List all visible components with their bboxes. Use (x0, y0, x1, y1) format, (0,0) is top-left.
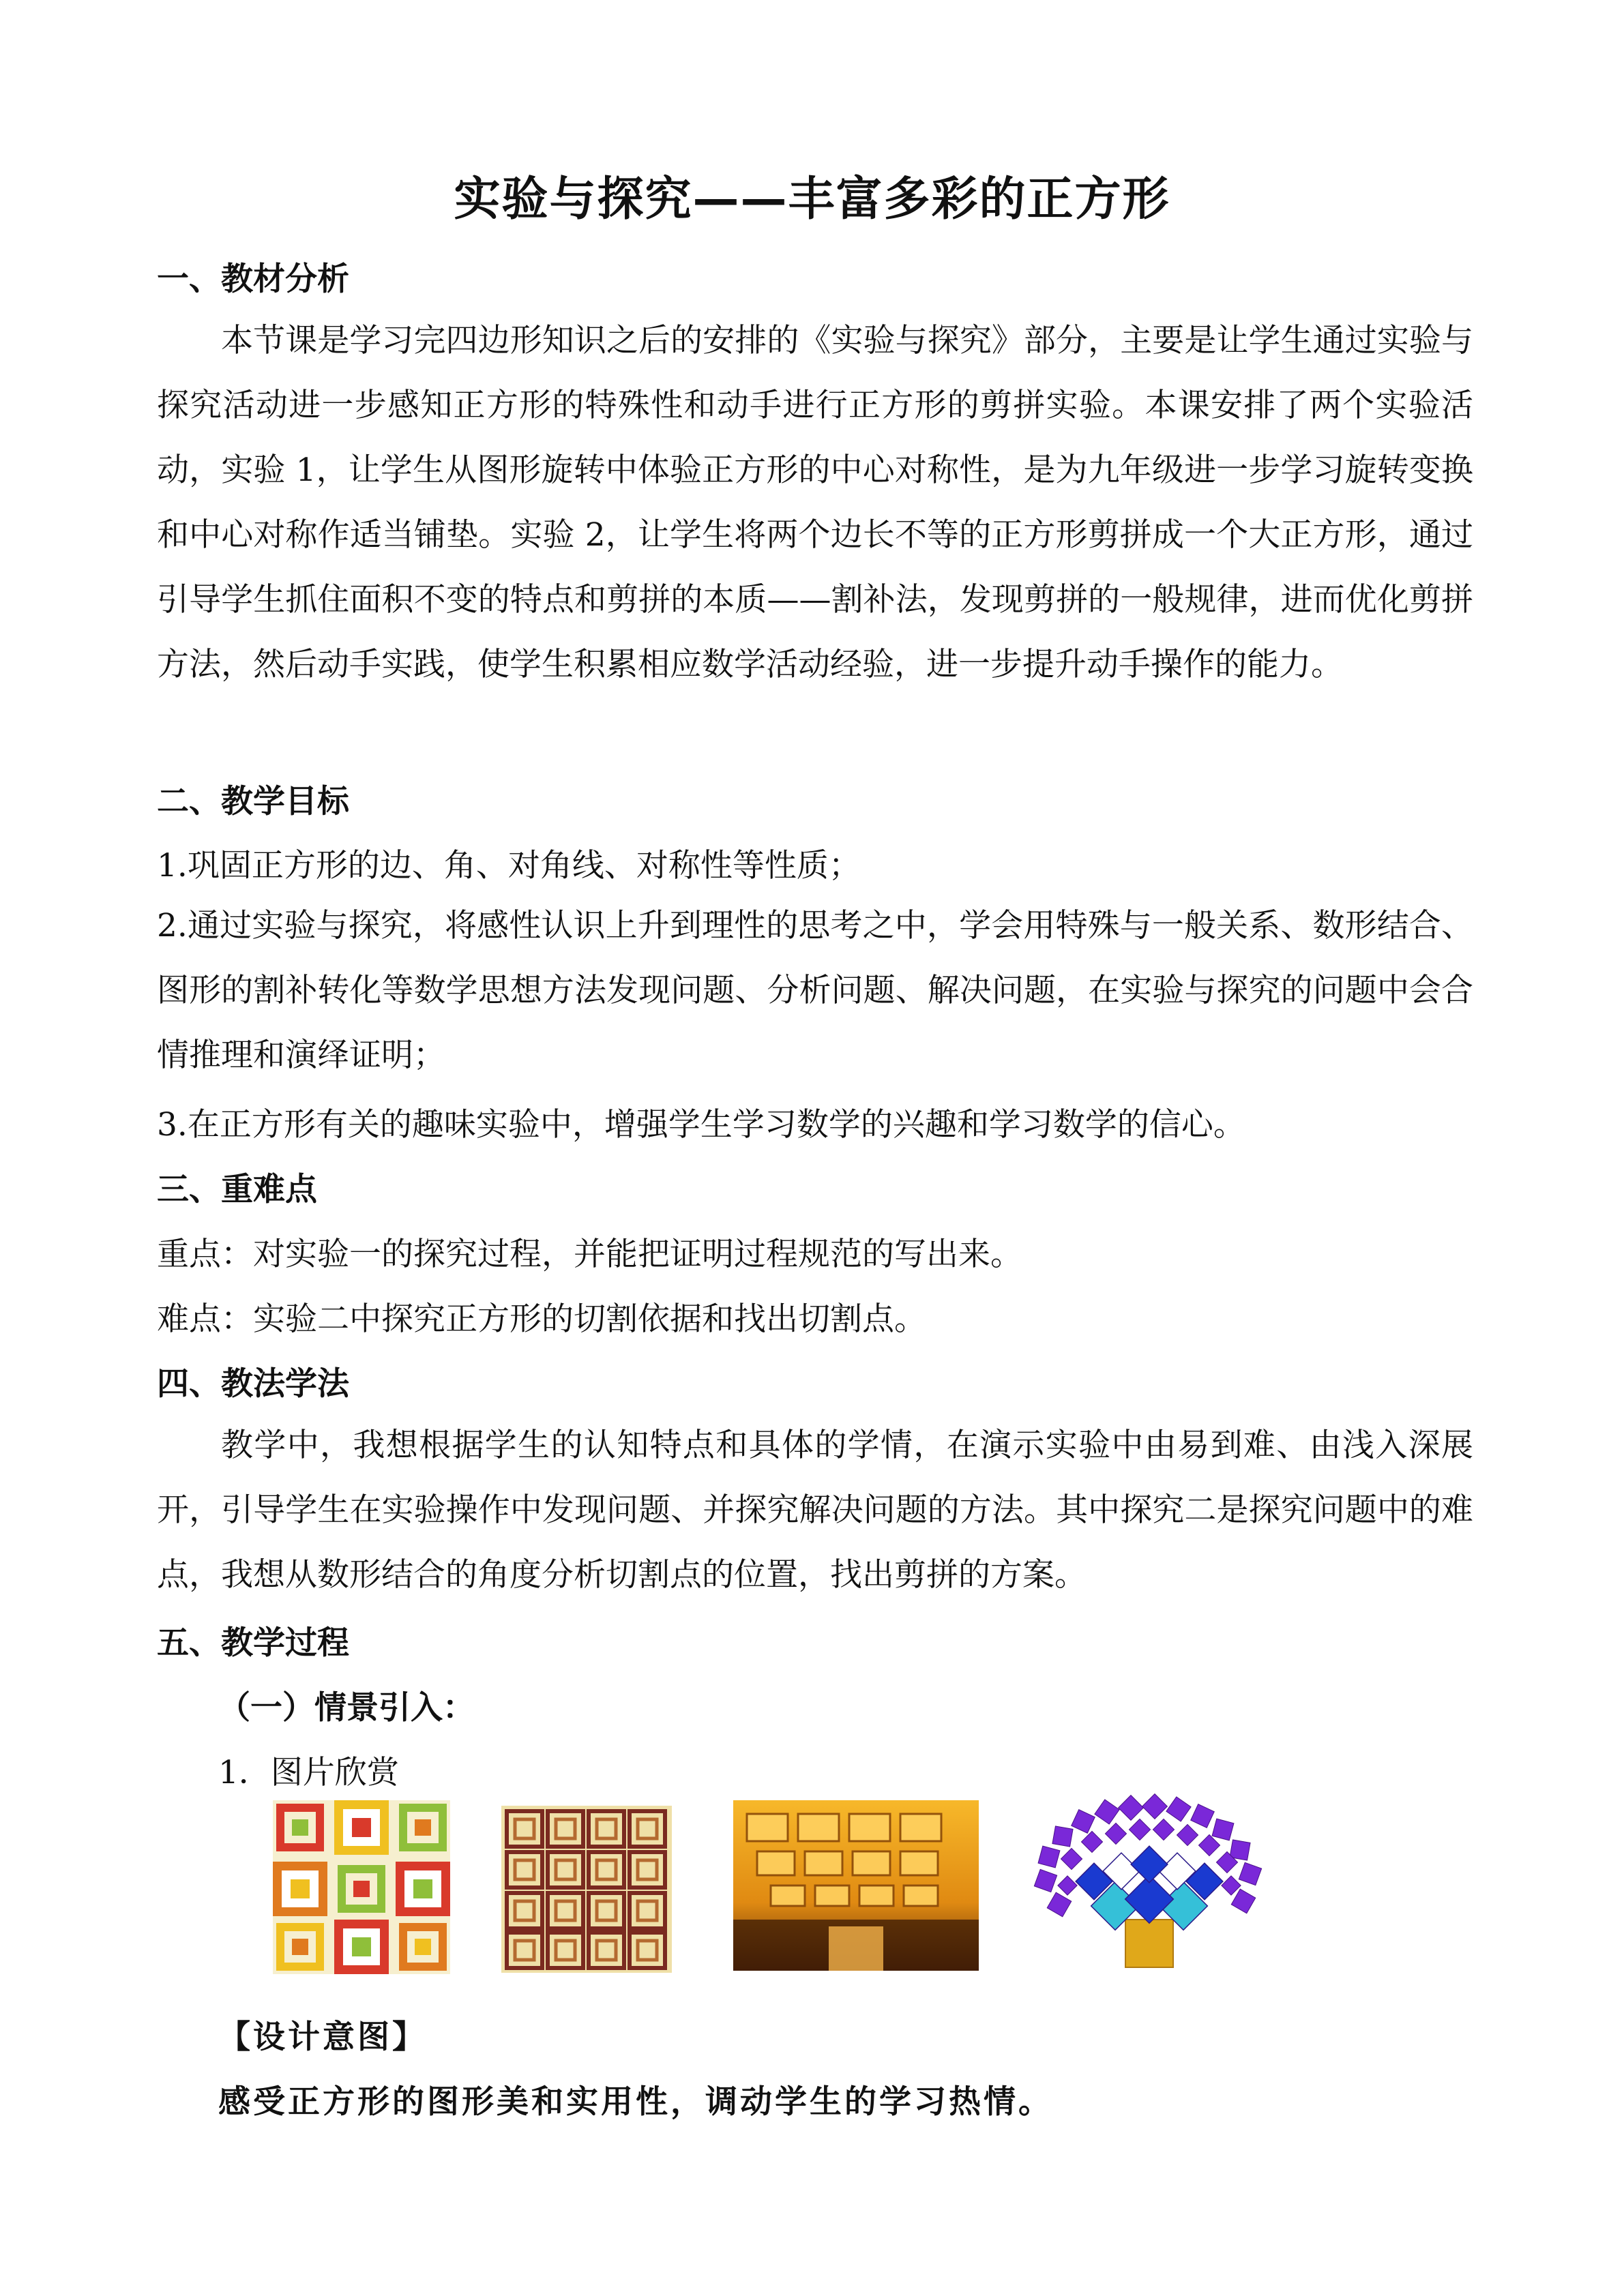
section-1-heading: 一、教材分析 (157, 260, 349, 298)
section-1-body: 本节课是学习完四边形知识之后的安排的《实验与探究》部分，主要是让学生通过实验与探究活动进一步感知正方形的特殊性和动手进行正方形的剪拼实验。本课安排了两个实验活动，实验 1，让学生从图形旋转中体验正方形的中心对称性，是为九年级进一步学习旋转变换和中心对称作适当铺垫。实验 2，让学生将两个边长不等的正方形剪拼成一个大正方形，通过引导学生抓住面积不变的特点和剪拼的本质——割补法，发现剪拼的一般规律，进而优化剪拼方法，然后动手实践，使学生积累相应数学活动经验，进一步提升动手操作的能力。 (157, 322, 1473, 683)
square-pattern-image-2 (501, 1806, 672, 1973)
square-pattern-image-1 (273, 1800, 450, 1974)
goal-2: 2.通过实验与探究，将感性认识上升到理性的思考之中，学会用特殊与一般关系、数形结合、图形的割补转化等数学思想方法发现问题、分析问题、解决问题，在实验与探究的问题中会合情推理和演绎证明； (157, 907, 1473, 1074)
goal-1: 1.巩固正方形的边、角、对角线、对称性等性质； (157, 847, 861, 884)
key-point: 重点：对实验一的探究过程，并能把证明过程规范的写出来。 (157, 1236, 1022, 1273)
section-5-heading: 五、教学过程 (157, 1624, 349, 1662)
difficult-point: 难点：实验二中探究正方形的切割依据和找出切割点。 (157, 1300, 926, 1338)
section-4-heading: 四、教法学法 (157, 1365, 349, 1403)
page-title: 实验与探究——丰富多彩的正方形 (454, 173, 1170, 226)
square-ceiling-photo (733, 1800, 979, 1971)
design-intent-text: 感受正方形的图形美和实用性，调动学生的学习热情。 (218, 2083, 1053, 2121)
section-4-body: 教学中，我想根据学生的认知特点和具体的学情，在演示实验中由易到难、由浅入深展开，引导学生在实验操作中发现问题、并探究解决问题的方法。其中探究二是探究问题中的难点，我想从数形结合的角度分析切割点的位置，找出剪拼的方案。 (157, 1427, 1473, 1594)
item-picture-appreciation: 1．图片欣赏 (218, 1754, 399, 1791)
pythagoras-tree-image (1023, 1793, 1275, 1971)
section-3-heading: 三、重难点 (157, 1171, 317, 1208)
section-2-heading: 二、教学目标 (157, 783, 349, 820)
design-intent-label: 【设计意图】 (218, 2018, 427, 2056)
subsection-intro: （一）情景引入： (218, 1689, 475, 1727)
goal-3: 3.在正方形有关的趣味实验中，增强学生学习数学的兴趣和学习数学的信心。 (157, 1106, 1245, 1144)
